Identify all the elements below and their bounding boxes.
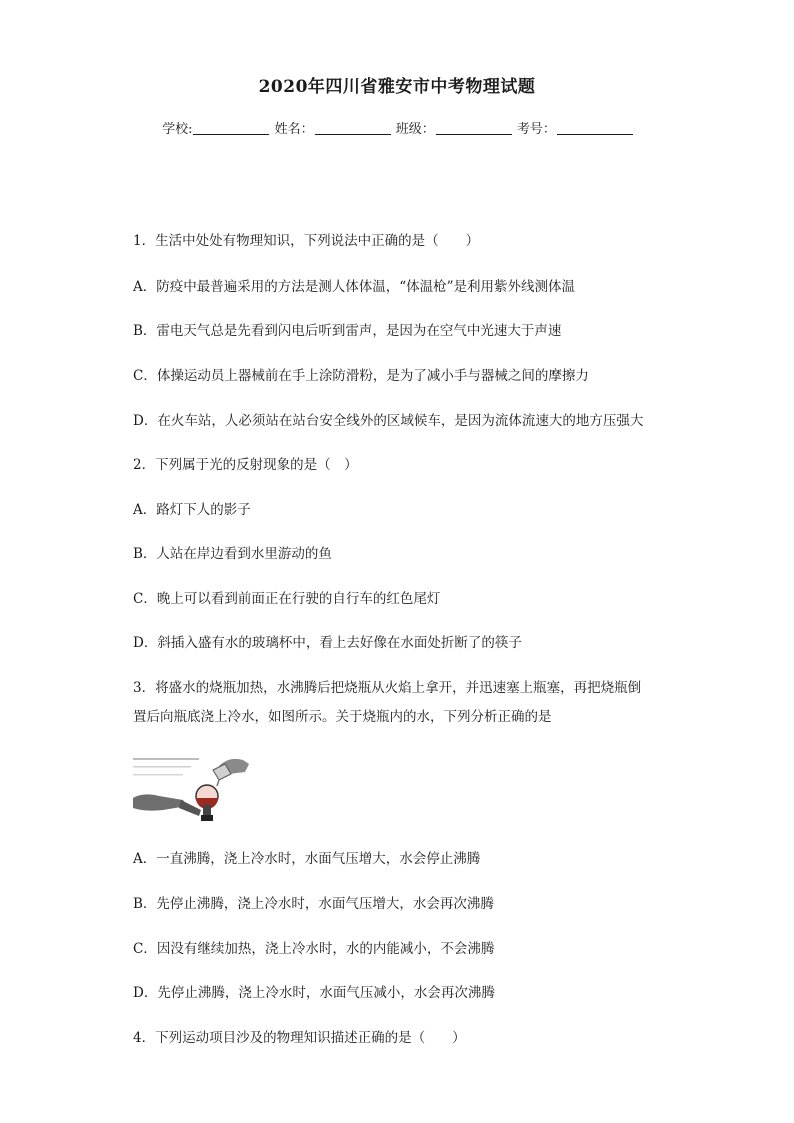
question-3-option-d: D．先停止沸腾，浇上冷水时，水面气压减小，水会再次沸腾	[133, 985, 495, 1001]
question-1-option-b: B．雷电天气总是先看到闪电后听到雷声，是因为在空气中光速大于声速	[133, 323, 562, 339]
exam-no-label: 考号：	[516, 122, 556, 137]
question-2-option-a: A．路灯下人的影子	[133, 502, 251, 518]
question-1-option-a: A．防疫中最普遍采用的方法是测人体体温，“体温枪”是利用紫外线测体温	[133, 279, 576, 295]
flask-cooling-figure	[133, 752, 253, 826]
question-3-option-b: B．先停止沸腾，浇上冷水时，水面气压增大，水会再次沸腾	[133, 896, 494, 912]
question-2-option-b: B．人站在岸边看到水里游动的鱼	[133, 546, 332, 562]
student-info-row	[0, 118, 794, 137]
question-3-stem-line-1: 3．将盛水的烧瓶加热，水沸腾后把烧瓶从火焰上拿开，并迅速塞上瓶塞，再把烧瓶倒	[133, 680, 642, 696]
question-2-option-c: C．晚上可以看到前面正在行驶的自行车的红色尾灯	[133, 591, 441, 607]
question-3-option-c: C．因没有继续加热，浇上冷水时，水的内能减小，不会沸腾	[133, 941, 495, 957]
question-4-stem: 4．下列运动项目沙及的物理知识描述正确的是（ ）	[133, 1030, 466, 1046]
question-1-option-c: C．体操运动员上器械前在手上涂防滑粉，是为了减小手与器械之间的摩擦力	[133, 368, 589, 384]
question-2-stem: 2．下列属于光的反射现象的是（ ）	[133, 457, 358, 473]
question-3-option-a: A．一直沸腾，浇上冷水时，水面气压增大，水会停止沸腾	[133, 851, 481, 867]
class-blank	[436, 120, 512, 135]
page-title: 2020年四川省雅安市中考物理试题	[258, 77, 536, 97]
question-3-stem-line-2: 置后向瓶底浇上冷水，如图所示。关于烧瓶内的水，下列分析正确的是	[133, 709, 552, 725]
question-2-option-d: D．斜插入盛有水的玻璃杯中，看上去好像在水面处折断了的筷子	[133, 635, 522, 651]
class-label: 班级：	[395, 122, 435, 137]
school-blank	[193, 120, 269, 135]
name-label: 姓名：	[274, 122, 314, 137]
question-1-option-d: D．在火车站，人必须站在站台安全线外的区域候车，是因为流体流速大的地方压强大	[133, 413, 644, 429]
exam-no-blank	[557, 120, 633, 135]
question-1-stem: 1．生活中处处有物理知识，下列说法中正确的是（ ）	[133, 233, 480, 249]
school-label: 学校:	[162, 122, 193, 137]
name-blank	[315, 120, 391, 135]
